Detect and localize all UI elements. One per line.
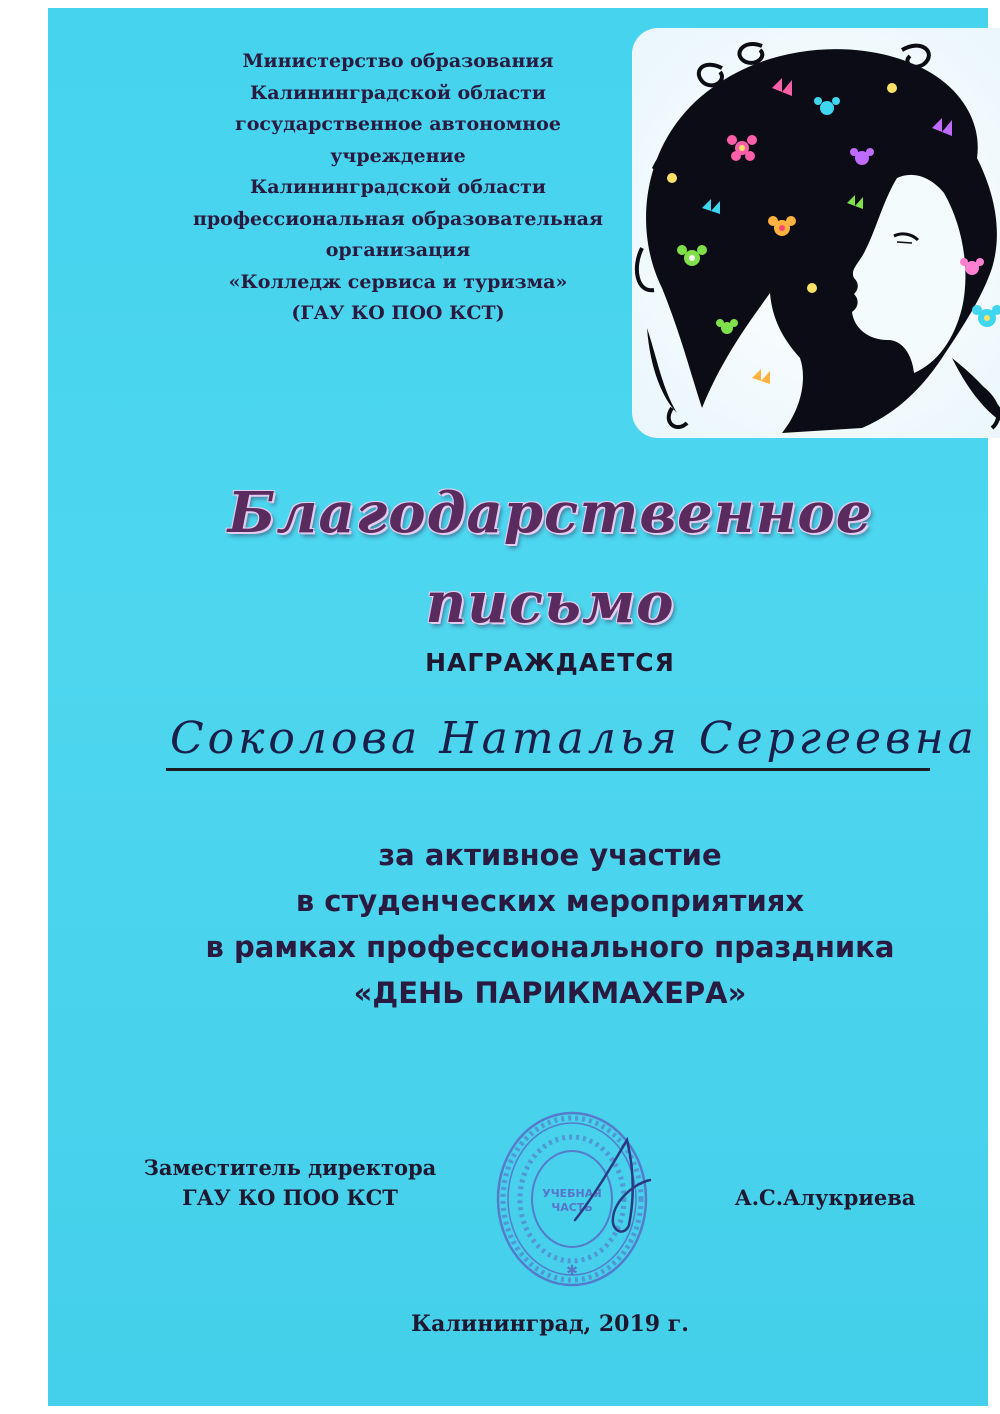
ministry-line: (ГАУ КО ПОО КСТ)	[291, 302, 505, 324]
reason-line: в рамках профессионального праздника	[205, 930, 895, 964]
recipient-underline	[166, 768, 930, 771]
ministry-line: Калининградской области	[249, 81, 547, 104]
ministry-line: учреждение	[330, 144, 466, 167]
signatory-name: А.С.Алукриева	[734, 1185, 916, 1210]
ministry-line: организация	[325, 239, 471, 261]
signatory-position-line: Заместитель директора	[143, 1155, 437, 1180]
seal-center-text: УЧЕБНАЯ	[542, 1187, 602, 1200]
award-reason	[100, 832, 1000, 1016]
signature-icon	[555, 1125, 675, 1245]
signatory-position	[120, 1153, 460, 1213]
ministry-line: государственное автономное	[235, 113, 561, 135]
ministry-header	[168, 46, 628, 330]
letter-title-second-line: письмо	[425, 570, 675, 636]
reason-line: «ДЕНЬ ПАРИКМАХЕРА»	[353, 976, 747, 1010]
svg-text:✱: ✱	[566, 1263, 578, 1279]
reason-line: в студенческих мероприятиях	[295, 884, 805, 918]
seal-center-text: ЧАСТЬ	[551, 1201, 593, 1214]
recipient-name: Соколова Наталья Сергеевна	[170, 713, 978, 764]
ministry-line: Министерство образования	[242, 50, 554, 72]
reason-line: за активное участие	[378, 838, 722, 872]
awarded-label: НАГРАЖДАЕТСЯ	[425, 648, 675, 677]
woman-hair-illustration-icon	[632, 28, 1000, 438]
ministry-line: «Колледж сервиса и туризма»	[228, 270, 568, 293]
place-and-date: Калининград, 2019 г.	[411, 1311, 689, 1337]
ministry-line: профессиональная образовательная	[192, 207, 604, 230]
letter-title: Благодарственное	[227, 480, 873, 546]
ministry-line: Калининградской области	[249, 176, 547, 198]
signatory-organization-line: ГАУ КО ПОО КСТ	[182, 1185, 398, 1210]
